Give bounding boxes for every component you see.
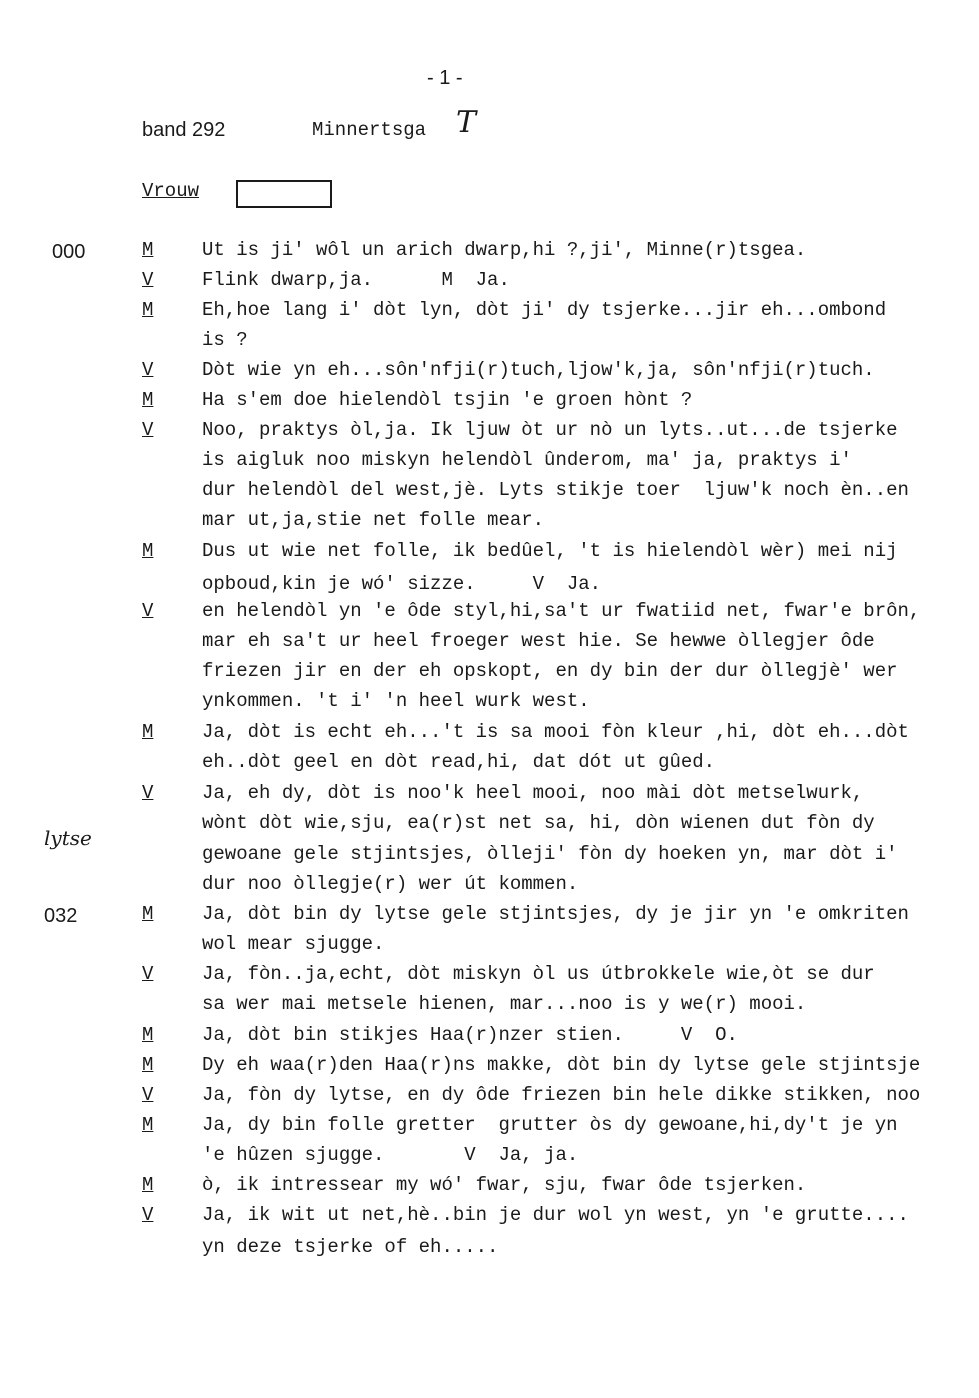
line-text: ò, ik intressear my wó' fwar, sju, fwar ôde tsjerken. [202,1174,807,1196]
line-text: Ja, fòn dy lytse, en dy ôde friezen bin hele dikke stikken, noo [202,1084,921,1106]
page-number: - 1 - [427,67,463,89]
line-text: gewoane gele stjintsjes, òlleji' fòn dy hoeken yn, mar dòt i' [202,843,898,865]
line-text: Dus ut wie net folle, ik bedûel, 't is hielendòl wèr) mei nij [202,540,898,562]
line-text: sa wer mai metsele hienen, mar...noo is y we(r) mooi. [202,993,807,1015]
place-name: Minnertsga [312,119,427,141]
line-text: Dòt wie yn eh...sôn'nfji(r)tuch,ljow'k,ja, sôn'nfji(r)tuch. [202,359,875,381]
line-text: Ja, dòt is echt eh...'t is sa mooi fòn kleur ,hi, dòt eh...dòt [202,721,909,743]
speaker-code: M [142,299,154,321]
line-text: Ha s'em doe hielendòl tsjin 'e groen hònt ? [202,389,693,411]
speaker-code: M [142,1114,154,1136]
line-text: Flink dwarp,ja. M Ja. [202,269,510,291]
line-text: Ut is ji' wôl un arich dwarp,hi ?,ji', Minne(r)tsgea. [202,239,807,261]
line-text: Ja, ik wit ut net,hè..bin je dur wol yn west, yn 'e grutte.... [202,1204,909,1226]
speaker-code: V [142,600,154,622]
line-text: mar ut,ja,stie net folle mear. [202,509,545,531]
line-text: mar eh sa't ur heel froeger west hie. Se hewwe òllegjer ôde [202,630,875,652]
handwritten-mark: T [456,105,477,140]
counter-000: 000 [52,241,86,263]
speaker-code: V [142,1204,154,1226]
speaker-code: V [142,359,154,381]
line-text: ynkommen. 't i' 'n heel wurk west. [202,690,590,712]
line-text: Ja, dòt bin dy lytse gele stjintsjes, dy je jir yn 'e omkriten [202,903,909,925]
speaker-code: V [142,419,154,441]
line-text: en helendòl yn 'e ôde styl,hi,sa't ur fwatiid net, fwar'e brôn, [202,600,921,622]
line-text: Ja, eh dy, dòt is noo'k heel mooi, noo mài dòt metselwurk, [202,782,864,804]
line-text: Ja, dy bin folle gretter grutter òs dy gewoane,hi,dy't je yn [202,1114,898,1136]
speaker-code: V [142,1084,154,1106]
speaker-code: M [142,721,154,743]
line-text: opboud,kin je wó' sizze. V Ja. [202,573,602,595]
line-text: Dy eh waa(r)den Haa(r)ns makke, dòt bin dy lytse gele stjintsje [202,1054,921,1076]
line-text: wònt dòt wie,sju, ea(r)st net sa, hi, dòn wienen dut fòn dy [202,812,875,834]
line-text: yn deze tsjerke of eh..... [202,1236,499,1258]
speaker-code: M [142,1054,154,1076]
line-text: Ja, fòn..ja,echt, dòt miskyn òl us útbrokkele wie,òt se dur [202,963,875,985]
line-text: wol mear sjugge. [202,933,385,955]
speaker-code: V [142,782,154,804]
line-text: Eh,hoe lang i' dòt lyn, dòt ji' dy tsjerke...jir eh...ombond [202,299,887,321]
counter-032: 032 [44,905,78,927]
line-text: is aigluk noo miskyn helendòl ûnderom, ma' ja, praktys i' [202,449,852,471]
line-text: eh..dòt geel en dòt read,hi, dat dót ut gûed. [202,751,716,773]
line-text: Noo, praktys òl,ja. Ik ljuw òt ur nò un lyts..ut...de tsjerke [202,419,898,441]
line-text: dur helendòl del west,jè. Lyts stikje toer ljuw'k noch èn..en [202,479,909,501]
line-text: friezen jir en der eh opskopt, en dy bin der dur òllegjè' wer [202,660,898,682]
speaker-code: M [142,389,154,411]
handwritten-margin-note: lytse [44,826,92,850]
line-text: 'e hûzen sjugge. V Ja, ja. [202,1144,579,1166]
speaker-code: M [142,239,154,261]
speaker-code: V [142,269,154,291]
name-box [236,180,332,208]
speaker-code: M [142,1174,154,1196]
line-text: is ? [202,329,248,351]
line-text: Ja, dòt bin stikjes Haa(r)nzer stien. V O. [202,1024,738,1046]
speaker-code: M [142,540,154,562]
speaker-label: Vrouw [142,180,200,202]
speaker-code: M [142,1024,154,1046]
line-text: dur noo òllegje(r) wer út kommen. [202,873,579,895]
speaker-code: M [142,903,154,925]
band-label: band 292 [142,119,226,141]
speaker-code: V [142,963,154,985]
